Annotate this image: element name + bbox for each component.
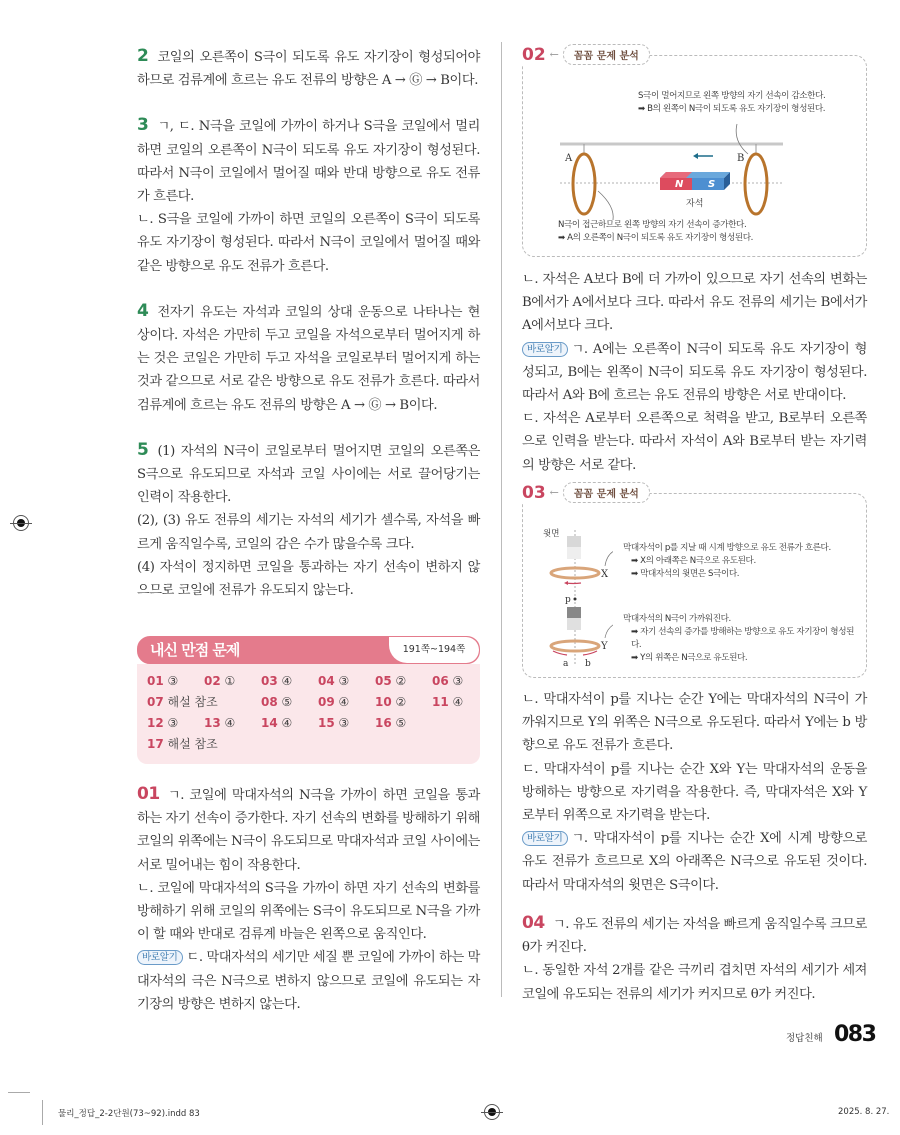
answer-02-explanation (522, 268, 867, 477)
answer-item (261, 693, 318, 712)
note-line: ➡ 막대자석의 윗면은 S극이다. (631, 569, 740, 579)
arrow-left-icon: ← (550, 486, 563, 499)
answer-text: ㄱ. 코일에 막대자석의 N극을 가까이 하면 코일을 통과하는 자기 선속이 증가한다. 자기 선속의 변화를 방해하기 위해 코일의 위쪽에는 N극이 유도되므로 막대자석과 코일 사이에는 서로 밀어내는 힘이 작용한다. (137, 788, 480, 873)
answer-question-number: 16 (375, 716, 392, 730)
svg-text:N: N (675, 179, 684, 190)
answer-question-number: 01 (147, 674, 164, 688)
left-column (137, 45, 480, 624)
question-number: 2 (137, 46, 149, 66)
svg-text:p: p (565, 595, 571, 605)
answer-choice: ④ (281, 674, 293, 688)
answer-text: ㄷ. 자석은 A로부터 오른쪽으로 척력을 받고, B로부터 오른쪽으로 인력을 받는다. 따라서 자석이 A와 B로부터 받는 자기력의 방향은 서로 같다. (522, 411, 867, 473)
answer-text: ㄱ. 막대자석이 p를 지나는 순간 X에 시계 방향으로 유도 전류가 흐르므로 X의 아래쪽은 N극으로 유도된 것이다. 따라서 막대자석의 윗면은 S극이다. (522, 831, 867, 893)
empty-cell (432, 714, 472, 733)
answer-choice: 해설 참조 (167, 695, 218, 709)
page-range: 191쪽~194쪽 (389, 637, 479, 663)
answer-item (318, 672, 375, 691)
answer-text: (1) 자석의 N극이 코일로부터 멀어지면 코일의 오른쪽은 S극으로 유도되므로 자석과 코일 사이에는 서로 끌어당기는 인력이 작용한다. (137, 443, 480, 506)
answer-item (261, 714, 318, 733)
question-number: 04 (522, 913, 545, 933)
arrow-left-icon: ← (550, 48, 563, 61)
answer-item (147, 672, 204, 691)
answer-4 (137, 300, 480, 417)
answer-question-number: 02 (204, 674, 221, 688)
answer-text: ㄱ. 유도 전류의 세기는 자석을 빠르게 움직일수록 크므로 θ가 커진다. (522, 917, 867, 956)
answer-text: 전자기 유도는 자석과 코일의 상대 운동으로 나타나는 현상이다. 자석은 가만히 두고 코일을 자석으로부터 멀어지게 하는 것은 코일은 가만히 두고 자석을 코일로부터 멀어지게 하는 것과 같으므로 서로 같은 방향으로 유도 전류가 흐른다. 따라서 검류계에 흐르는 유도 전류의 방향은 A → Ⓖ → B이다. (137, 304, 480, 413)
file-slug: 물리_정답_2-2단원(73~92).indd 83 (58, 1109, 200, 1119)
note-line: ➡ B의 왼쪽이 N극이 되도록 유도 자기장이 형성된다. (638, 104, 826, 114)
answer-text: 코일의 오른쪽이 S극이 되도록 유도 자기장이 형성되어야 하므로 검류계에 흐르는 유도 전류의 방향은 A → Ⓖ → B이다. (137, 50, 480, 89)
answer-question-number: 07 (147, 695, 164, 709)
svg-text:X: X (601, 569, 609, 580)
crop-mark (42, 1100, 43, 1125)
note-line: N극이 접근하므로 왼쪽 방향의 자기 선속이 증가한다. (558, 220, 747, 230)
note-line: ➡ Y의 위쪽은 N극으로 유도된다. (631, 653, 748, 663)
answer-choice: ⑤ (281, 695, 293, 709)
note-line: 막대자석이 p를 지날 때 시계 방향으로 유도 전류가 흐른다. (623, 543, 831, 553)
answer-choice: ③ (338, 674, 350, 688)
correction-badge: 바로알기 (522, 342, 568, 357)
answer-question-number: 17 (147, 737, 164, 751)
note-line: 막대자석의 N극이 가까워진다. (623, 614, 731, 624)
answer-question-number: 06 (432, 674, 449, 688)
answer-text: ㄱ, ㄷ. N극을 코일에 가까이 하거나 S극을 코일에서 멀리 하면 코일의 오른쪽이 N극이 되도록 유도 자기장이 형성된다. 따라서 N극이 코일에서 멀어질 때와 반대 방향으로 유도 전류가 흐른다. (137, 119, 480, 205)
answer-item (204, 714, 261, 733)
answer-question-number: 08 (261, 695, 278, 709)
svg-text:S: S (708, 179, 716, 190)
answer-text: ㄷ. 막대자석의 세기만 세질 뿐 코일에 가까이 하는 막대자석의 극은 N극으로 변하지 않으므로 코일에 유도되는 자기장의 방향은 변하지 않는다. (137, 950, 480, 1012)
note-bottom (558, 219, 753, 245)
answer-grid (147, 672, 470, 754)
answer-grid-container (137, 664, 480, 764)
svg-text:Y: Y (601, 641, 608, 652)
analysis-box-02 (522, 44, 867, 257)
answer-choice: ⑤ (395, 716, 407, 730)
note-line: ➡ X의 아래쪽은 N극으로 유도된다. (631, 556, 756, 566)
question-number: 01 (137, 784, 160, 804)
correction-badge: 바로알기 (522, 831, 568, 846)
answer-text: (4) 자석이 정지하면 코일을 통과하는 자기 선속이 변하지 않으므로 코일에 전류가 유도되지 않는다. (137, 559, 480, 599)
answer-01 (137, 783, 480, 1016)
note-line: S극이 멀어지므로 왼쪽 방향의 자기 선속이 감소한다. (638, 91, 826, 101)
answer-question-number: 11 (432, 695, 449, 709)
panel-title: 내신 만점 문제 (150, 641, 240, 659)
answer-text: ㄴ. 동일한 자석 2개를 같은 극끼리 겹치면 자석의 세기가 세져 코일에 유도되는 전류의 세기가 커지므로 θ가 커진다. (522, 963, 867, 1002)
answer-text: ㄴ. S극을 코일에 가까이 하면 코일의 오른쪽이 S극이 되도록 유도 자기장이 형성된다. 따라서 N극이 코일에서 멀어질 때와 같은 방향으로 유도 전류가 흐른다. (137, 212, 480, 274)
question-number: 3 (137, 115, 149, 136)
answer-choice: ③ (167, 674, 179, 688)
note-line: ➡ 자기 선속의 증가를 방해하는 방향으로 유도 자기장이 형성된다. (631, 627, 854, 650)
panel-header (137, 636, 480, 664)
answer-choice: ④ (224, 716, 236, 730)
answer-question-number: 05 (375, 674, 392, 688)
answer-text: ㄷ. 막대자석이 p를 지나는 순간 X와 Y는 막대자석의 운동을 방해하는 방향으로 자기력을 작용한다. 즉, 막대자석은 X와 Y로부터 위쪽으로 자기력을 받는다. (522, 761, 867, 824)
answer-question-number: 14 (261, 716, 278, 730)
page-number: 083 (834, 1022, 876, 1047)
answer-choice: ④ (338, 695, 350, 709)
question-number: 4 (137, 300, 149, 321)
correction-badge: 바로알기 (137, 950, 183, 965)
answer-03-explanation (522, 688, 867, 897)
analysis-box-03 (522, 482, 867, 678)
answer-text: (2), (3) 유도 전류의 세기는 자석의 세기가 셀수록, 자석을 빠르게 움직일수록, 코일의 감은 수가 많을수록 크다. (137, 513, 480, 552)
answer-item (318, 693, 375, 712)
print-date: 2025. 8. 27. (838, 1107, 890, 1117)
section-label: 정답친해 (786, 1033, 823, 1044)
answer-item (261, 672, 318, 691)
answer-item (432, 672, 472, 691)
answer-choice: ④ (452, 695, 464, 709)
analysis-tag: 꼼꼼 문제 분석 (563, 482, 650, 503)
svg-text:B: B (737, 153, 745, 164)
answer-choice: ② (395, 674, 407, 688)
answer-item (147, 714, 204, 733)
answer-choice: ③ (167, 716, 179, 730)
question-number: 03 (522, 483, 550, 503)
answer-item (318, 714, 375, 733)
answer-item (147, 693, 261, 712)
ring-magnet-diagram (523, 494, 613, 677)
answer-choice: 해설 참조 (167, 737, 218, 751)
answer-item (432, 693, 472, 712)
registration-mark-icon (13, 515, 29, 531)
answer-question-number: 12 (147, 716, 164, 730)
answer-item (375, 693, 432, 712)
answer-text: ㄴ. 코일에 막대자석의 S극을 가까이 하면 자기 선속의 변화를 방해하기 위해 코일의 위쪽에는 S극이 유도되므로 N극을 가까이 할 때와 반대로 검류계 바늘은 왼쪽으로 움직인다. (137, 880, 480, 943)
svg-text:자석: 자석 (686, 199, 704, 209)
answer-question-number: 10 (375, 695, 392, 709)
crop-mark (8, 1092, 30, 1093)
answer-text: ㄴ. 자석은 A보다 B에 더 가까이 있으므로 자기 선속의 변화는 B에서가 A에서보다 크다. 따라서 유도 전류의 세기는 B에서가 A에서보다 크다. (522, 272, 867, 334)
answer-question-number: 09 (318, 695, 335, 709)
note-y (623, 613, 858, 665)
answer-question-number: 03 (261, 674, 278, 688)
answer-choice: ③ (338, 716, 350, 730)
analysis-tag: 꼼꼼 문제 분석 (563, 44, 650, 65)
answer-question-number: 13 (204, 716, 221, 730)
answer-choice: ④ (281, 716, 293, 730)
answer-item (375, 672, 432, 691)
answer-04 (522, 912, 867, 1006)
answer-choice: ③ (452, 674, 464, 688)
question-number: 02 (522, 45, 550, 65)
answer-text: ㄱ. A에는 오른쪽이 N극이 되도록 유도 자기장이 형성되고, B에는 왼쪽이 N극이 되도록 유도 자기장이 형성된다. 따라서 A와 B에 흐르는 유도 전류의 방향은 서로 반대이다. (522, 341, 867, 404)
svg-text:b: b (585, 659, 591, 669)
svg-text:a: a (563, 659, 569, 669)
answer-question-number: 04 (318, 674, 335, 688)
answer-2 (137, 45, 480, 92)
registration-mark-icon (484, 1104, 500, 1120)
answer-question-number: 15 (318, 716, 335, 730)
column-divider (501, 42, 502, 997)
answer-choice: ② (395, 695, 407, 709)
answer-item (375, 714, 432, 733)
answer-key-panel (137, 636, 480, 764)
note-line: ➡ A의 오른쪽이 N극이 되도록 유도 자기장이 형성된다. (558, 233, 753, 243)
answer-choice: ① (224, 674, 236, 688)
question-number: 5 (137, 439, 149, 460)
note-x (623, 542, 858, 581)
answer-item (147, 735, 261, 754)
answer-3 (137, 114, 480, 277)
svg-text:윗면: 윗면 (543, 529, 560, 539)
svg-text:A: A (565, 153, 573, 164)
answer-text: ㄴ. 막대자석이 p를 지나는 순간 Y에는 막대자석의 N극이 가까워지므로 Y의 위쪽은 N극으로 유도된다. 따라서 Y에는 b 방향으로 유도 전류가 흐른다. (522, 692, 867, 754)
answer-item (204, 672, 261, 691)
answer-5 (137, 439, 480, 602)
